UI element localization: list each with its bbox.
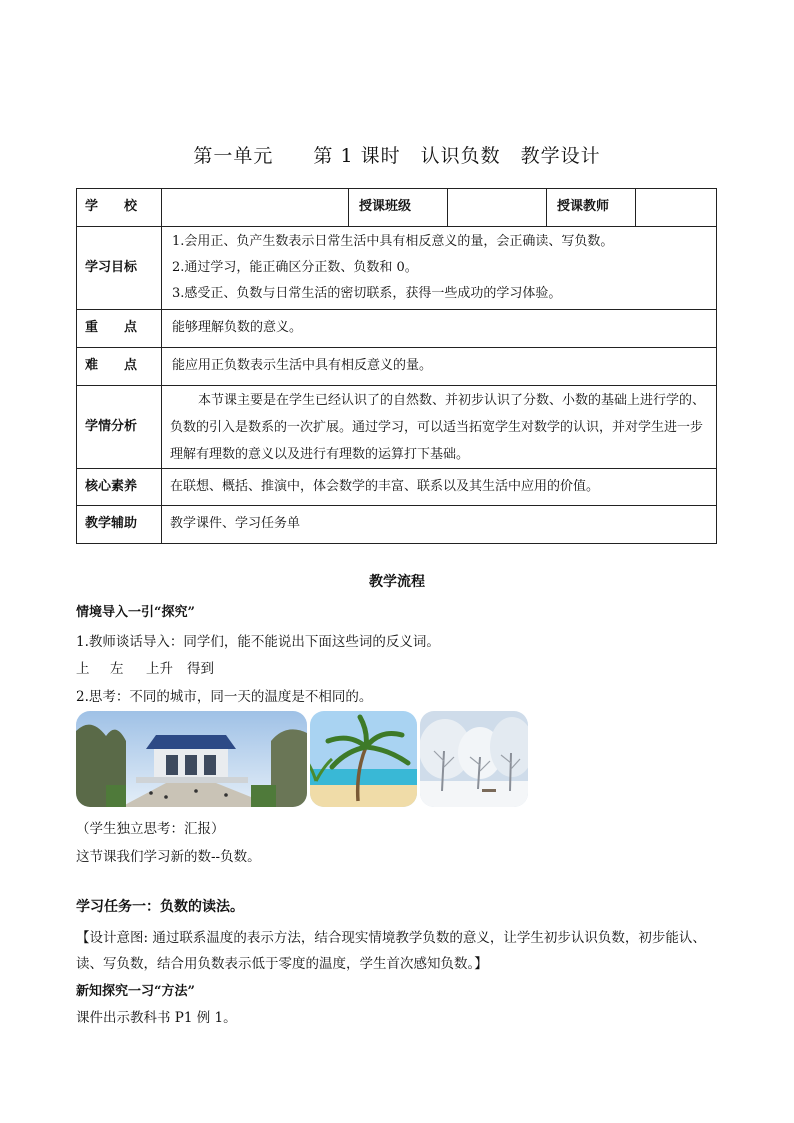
beach-photo [310, 711, 417, 807]
teacher-label: 授课教师 [547, 189, 636, 227]
word-item: 上升 [146, 661, 173, 677]
difficult-value: 能应用正负数表示生活中具有相反意义的量。 [162, 348, 717, 386]
task1-heading: 学习任务一：负数的读法。 [76, 899, 244, 915]
lesson-intro: 这节课我们学习新的数--负数。 [76, 849, 261, 865]
analysis-value: 本节课主要是在学生已经认识了的自然数、并初步认识了分数、小数的基础上进行学的、负数的引入是数系的一次扩展。通过学习，可以适当拓宽学生对数学的认识，并对学生进一步理解有理数的意义以及进行有理数的运算打下基础。 [162, 386, 717, 469]
goal-item: 2.通过学习，能正确区分正数、负数和 0。 [172, 260, 418, 275]
intro-heading: 情境导入一引“探究” [76, 605, 195, 620]
goals-cell [162, 227, 717, 310]
explore-heading: 新知探究一习“方法” [76, 984, 195, 999]
design-intent: 【设计意图: 通过联系温度的表示方法，结合现实情境教学负数的意义，让学生初步认识负数，初步能认、读、写负数，结合用负数表示低于零度的温度，学生首次感知负数。】 [76, 930, 706, 972]
teacher-value [636, 189, 717, 227]
class-value [448, 189, 547, 227]
key-label: 重 点 [77, 310, 162, 348]
literacy-label: 核心素养 [77, 469, 162, 506]
page-title: 第一单元 第 1 课时 认识负数 教学设计 [193, 145, 601, 167]
intro-step-2: 2.思考：不同的城市，同一天的温度是不相同的。 [76, 689, 373, 705]
goal-item: 1.会用正、负产生数表示日常生活中具有相反意义的量，会正确读、写负数。 [172, 234, 614, 249]
word-item: 得到 [187, 661, 214, 677]
key-value: 能够理解负数的意义。 [162, 310, 717, 348]
literacy-value: 在联想、概括、推演中，体会数学的丰富、联系以及其生活中应用的价值。 [162, 469, 717, 506]
difficult-label: 难 点 [77, 348, 162, 386]
goal-item: 3.感受正、负数与日常生活的密切联系，获得一些成功的学习体验。 [172, 286, 562, 301]
flow-title: 教学流程 [369, 574, 425, 590]
explore-text: 课件出示教科书 P1 例 1。 [76, 1010, 237, 1026]
think-note: （学生独立思考：汇报） [76, 821, 225, 837]
aids-value: 教学课件、学习任务单 [162, 506, 717, 544]
intro-step-1: 1.教师谈话导入：同学们，能不能说出下面这些词的反义词。 [76, 634, 440, 650]
city-photo [76, 711, 307, 807]
lesson-info-table [76, 188, 717, 544]
word-item: 上 [76, 661, 90, 677]
class-label: 授课班级 [349, 189, 448, 227]
school-label: 学 校 [77, 189, 162, 227]
analysis-label: 学情分析 [77, 386, 162, 469]
school-value [162, 189, 349, 227]
aids-label: 教学辅助 [77, 506, 162, 544]
word-item: 左 [110, 661, 124, 677]
snow-photo [420, 711, 528, 807]
goals-label: 学习目标 [77, 227, 162, 310]
